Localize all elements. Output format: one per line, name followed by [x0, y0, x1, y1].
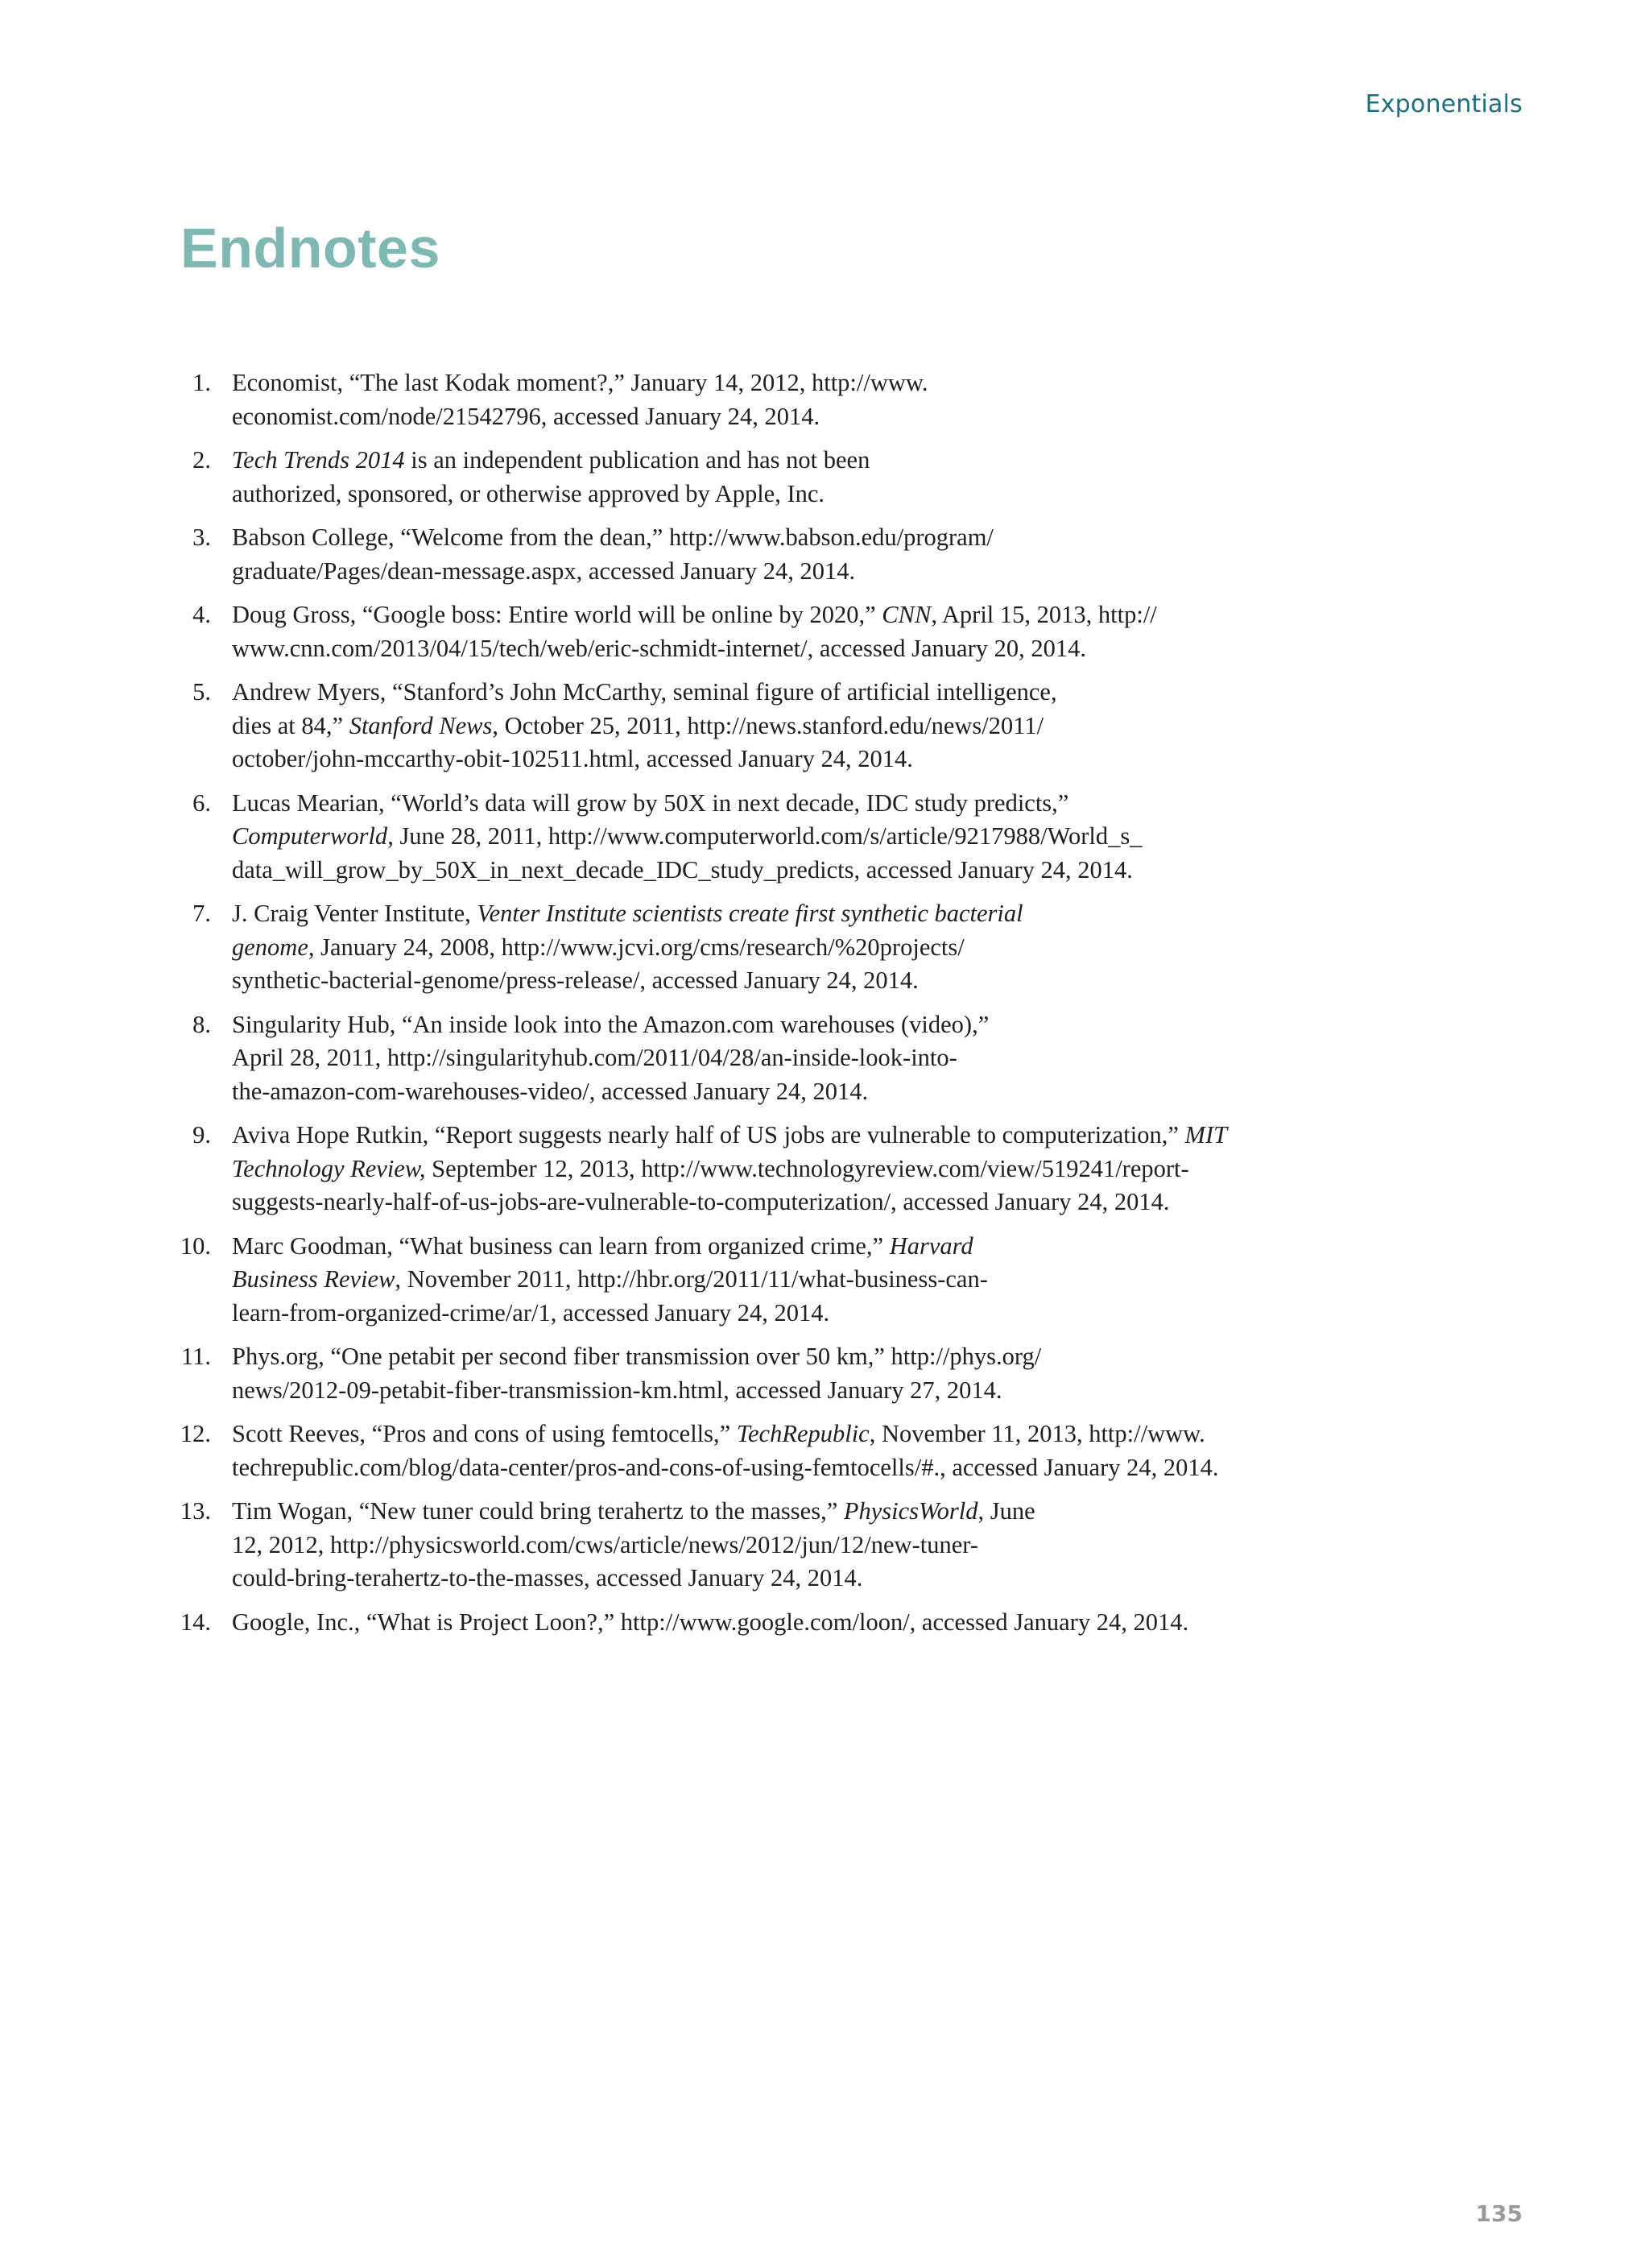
endnote-item — [174, 1495, 1349, 1595]
endnote-segment: is an independent publication and has not been — [404, 446, 870, 474]
endnote-segment: news/2012-09-petabit-fiber-transmission-km.html, accessed January 27, 2014. — [232, 1376, 1002, 1404]
endnote-line — [232, 820, 1349, 854]
endnote-text — [232, 366, 1349, 433]
endnote-text — [232, 787, 1349, 888]
endnote-number: 8. — [192, 1010, 211, 1038]
endnote-number: 7. — [192, 900, 211, 927]
endnote-segment: Google, Inc., “What is Project Loon?,” http://www.google.com/loon/, accessed January 24, 2014. — [232, 1608, 1189, 1636]
endnote-number: 10. — [180, 1231, 211, 1260]
endnote-line — [232, 1451, 1349, 1485]
endnote-line — [232, 632, 1349, 666]
endnote-segment: , June 28, 2011, http://www.computerworld.com/s/article/9217988/World_s_ — [387, 822, 1143, 850]
endnote-line — [232, 1230, 1349, 1264]
endnote-item — [174, 1340, 1349, 1407]
endnote-segment: , November 11, 2013, http://www. — [869, 1420, 1205, 1447]
endnote-segment: September 12, 2013, http://www.technologyreview.com/view/519241/report- — [425, 1154, 1189, 1182]
endnote-segment: Phys.org, “One petabit per second fiber transmission over 50 km,” http://phys.org/ — [232, 1343, 1042, 1370]
endnote-text — [232, 1495, 1349, 1595]
endnote-line — [232, 366, 1349, 400]
page-number: 135 — [1475, 2200, 1523, 2227]
endnote-italic-text: Venter Institute scientists create first synthetic bacterial — [477, 900, 1023, 927]
endnote-number: 3. — [192, 524, 211, 551]
endnote-number: 13. — [180, 1497, 211, 1525]
endnote-number: 9. — [192, 1121, 211, 1148]
endnote-text — [232, 598, 1349, 665]
endnote-line — [232, 787, 1349, 821]
endnote-line — [232, 1075, 1349, 1109]
endnote-number: 11. — [181, 1343, 211, 1370]
endnote-item — [174, 897, 1349, 998]
endnote-segment: data_will_grow_by_50X_in_next_decade_IDC_study_predicts, accessed January 24, 2014. — [232, 855, 1133, 884]
endnote-segment: Tim Wogan, “New tuner could bring terahertz to the masses,” — [232, 1497, 844, 1525]
endnote-line — [232, 555, 1349, 589]
endnote-segment: Marc Goodman, “What business can learn from organized crime,” — [232, 1231, 890, 1260]
endnote-line — [232, 964, 1349, 998]
endnote-line — [232, 1041, 1349, 1075]
endnote-segment: , October 25, 2011, http://news.stanford.edu/news/2011/ — [492, 711, 1044, 739]
endnote-italic-text: Business Review — [232, 1265, 395, 1293]
endnote-segment: the-amazon-com-warehouses-video/, accessed January 24, 2014. — [232, 1077, 869, 1105]
endnote-item — [174, 1119, 1349, 1219]
endnote-line — [232, 598, 1349, 632]
endnote-number: 14. — [180, 1608, 211, 1636]
running-header: Exponentials — [1365, 90, 1523, 118]
endnote-segment: Economist, “The last Kodak moment?,” January 14, 2012, http://www. — [232, 369, 928, 396]
endnote-line — [232, 1008, 1349, 1042]
endnote-item — [174, 444, 1349, 511]
endnote-segment: Babson College, “Welcome from the dean,” http://www.babson.edu/program/ — [232, 524, 994, 551]
endnote-item — [174, 1418, 1349, 1484]
endnote-segment: graduate/Pages/dean-message.aspx, accessed January 24, 2014. — [232, 557, 856, 585]
endnote-line — [232, 743, 1349, 776]
endnote-item — [174, 1230, 1349, 1331]
endnote-segment: synthetic-bacterial-genome/press-release/, accessed January 24, 2014. — [232, 966, 919, 994]
endnote-item — [174, 787, 1349, 888]
endnote-italic-text: Technology Review, — [232, 1154, 426, 1182]
endnote-number: 2. — [192, 446, 211, 474]
endnote-line — [232, 1340, 1349, 1374]
endnote-item — [174, 676, 1349, 776]
endnote-italic-text: MIT — [1184, 1121, 1228, 1148]
endnote-segment: dies at 84,” — [232, 711, 349, 739]
endnote-segment: learn-from-organized-crime/ar/1, accessed January 24, 2014. — [232, 1298, 830, 1326]
endnote-line — [232, 444, 1349, 478]
endnote-segment: , November 2011, http://hbr.org/2011/11/what-business-can- — [395, 1265, 988, 1293]
endnote-text — [232, 1606, 1349, 1640]
endnote-line — [232, 897, 1349, 931]
endnote-line — [232, 1606, 1349, 1640]
endnote-line — [232, 1186, 1349, 1219]
endnote-line — [232, 1418, 1349, 1451]
endnote-line — [232, 1153, 1349, 1186]
page-title: Endnotes — [180, 217, 440, 279]
endnote-item — [174, 1008, 1349, 1109]
endnote-segment: , April 15, 2013, http:// — [931, 601, 1157, 628]
endnote-italic-text: Tech Trends 2014 — [232, 446, 405, 474]
endnote-line — [232, 1263, 1349, 1297]
endnote-italic-text: PhysicsWorld — [843, 1497, 978, 1525]
endnote-text — [232, 1230, 1349, 1331]
endnote-text — [232, 444, 1349, 511]
endnote-line — [232, 1562, 1349, 1595]
endnote-text — [232, 897, 1349, 998]
endnote-segment: Singularity Hub, “An inside look into the Amazon.com warehouses (video),” — [232, 1010, 990, 1038]
endnote-text — [232, 1008, 1349, 1109]
endnote-italic-text: CNN — [882, 601, 932, 628]
endnote-line — [232, 1119, 1349, 1153]
endnote-italic-text: TechRepublic — [736, 1420, 870, 1447]
endnote-segment: techrepublic.com/blog/data-center/pros-and-cons-of-using-femtocells/#., accessed January 24, 2014. — [232, 1453, 1219, 1481]
endnote-number: 4. — [192, 601, 211, 628]
endnote-segment: Lucas Mearian, “World’s data will grow by 50X in next decade, IDC study predicts,” — [232, 788, 1069, 817]
endnote-segment: Scott Reeves, “Pros and cons of using femtocells,” — [232, 1420, 737, 1447]
endnote-line — [232, 710, 1349, 743]
endnote-segment: Aviva Hope Rutkin, “Report suggests nearly half of US jobs are vulnerable to computerization,” — [232, 1121, 1185, 1148]
endnote-text — [232, 1119, 1349, 1219]
endnote-segment: www.cnn.com/2013/04/15/tech/web/eric-schmidt-internet/, accessed January 20, 2014. — [232, 634, 1086, 662]
endnote-italic-text: genome — [232, 933, 308, 961]
endnote-italic-text: Harvard — [889, 1231, 973, 1260]
endnote-segment: october/john-mccarthy-obit-102511.html, accessed January 24, 2014. — [232, 745, 913, 772]
endnote-number: 6. — [192, 788, 211, 817]
endnote-italic-text: Stanford News — [349, 711, 493, 739]
endnote-segment: could-bring-terahertz-to-the-masses, accessed January 24, 2014. — [232, 1564, 863, 1591]
endnote-segment: Andrew Myers, “Stanford’s John McCarthy, seminal figure of artificial intelligence, — [232, 678, 1057, 706]
endnote-number: 1. — [192, 369, 211, 396]
endnote-item — [174, 366, 1349, 433]
endnote-text — [232, 1340, 1349, 1407]
endnote-segment: 12, 2012, http://physicsworld.com/cws/article/news/2012/jun/12/new-tuner- — [232, 1530, 978, 1558]
endnote-line — [232, 854, 1349, 888]
endnote-line — [232, 676, 1349, 710]
endnote-line — [232, 400, 1349, 434]
endnote-item — [174, 521, 1349, 588]
endnotes-list — [174, 366, 1349, 1649]
endnote-number: 5. — [192, 678, 211, 706]
endnote-line — [232, 931, 1349, 965]
endnote-segment: , January 24, 2008, http://www.jcvi.org/cms/research/%20projects/ — [308, 933, 965, 961]
endnote-line — [232, 1297, 1349, 1331]
endnote-line — [232, 478, 1349, 511]
endnote-line — [232, 521, 1349, 555]
endnote-line — [232, 1529, 1349, 1562]
endnote-italic-text: Computerworld — [232, 822, 388, 850]
endnote-segment: April 28, 2011, http://singularityhub.com/2011/04/28/an-inside-look-into- — [232, 1044, 957, 1071]
endnote-text — [232, 1418, 1349, 1484]
endnote-number: 12. — [180, 1420, 211, 1447]
endnote-segment: economist.com/node/21542796, accessed January 24, 2014. — [232, 402, 820, 430]
endnote-text — [232, 676, 1349, 776]
endnote-text — [232, 521, 1349, 588]
endnote-line — [232, 1495, 1349, 1529]
endnote-segment: , June — [977, 1497, 1035, 1525]
endnote-item — [174, 1606, 1349, 1640]
endnote-segment: authorized, sponsored, or otherwise approved by Apple, Inc. — [232, 479, 825, 507]
endnote-line — [232, 1374, 1349, 1408]
endnote-item — [174, 598, 1349, 665]
endnote-segment: Doug Gross, “Google boss: Entire world will be online by 2020,” — [232, 601, 882, 628]
endnote-segment: suggests-nearly-half-of-us-jobs-are-vulnerable-to-computerization/, accessed January 24, 2014. — [232, 1188, 1170, 1215]
endnote-segment: J. Craig Venter Institute, — [232, 900, 477, 927]
